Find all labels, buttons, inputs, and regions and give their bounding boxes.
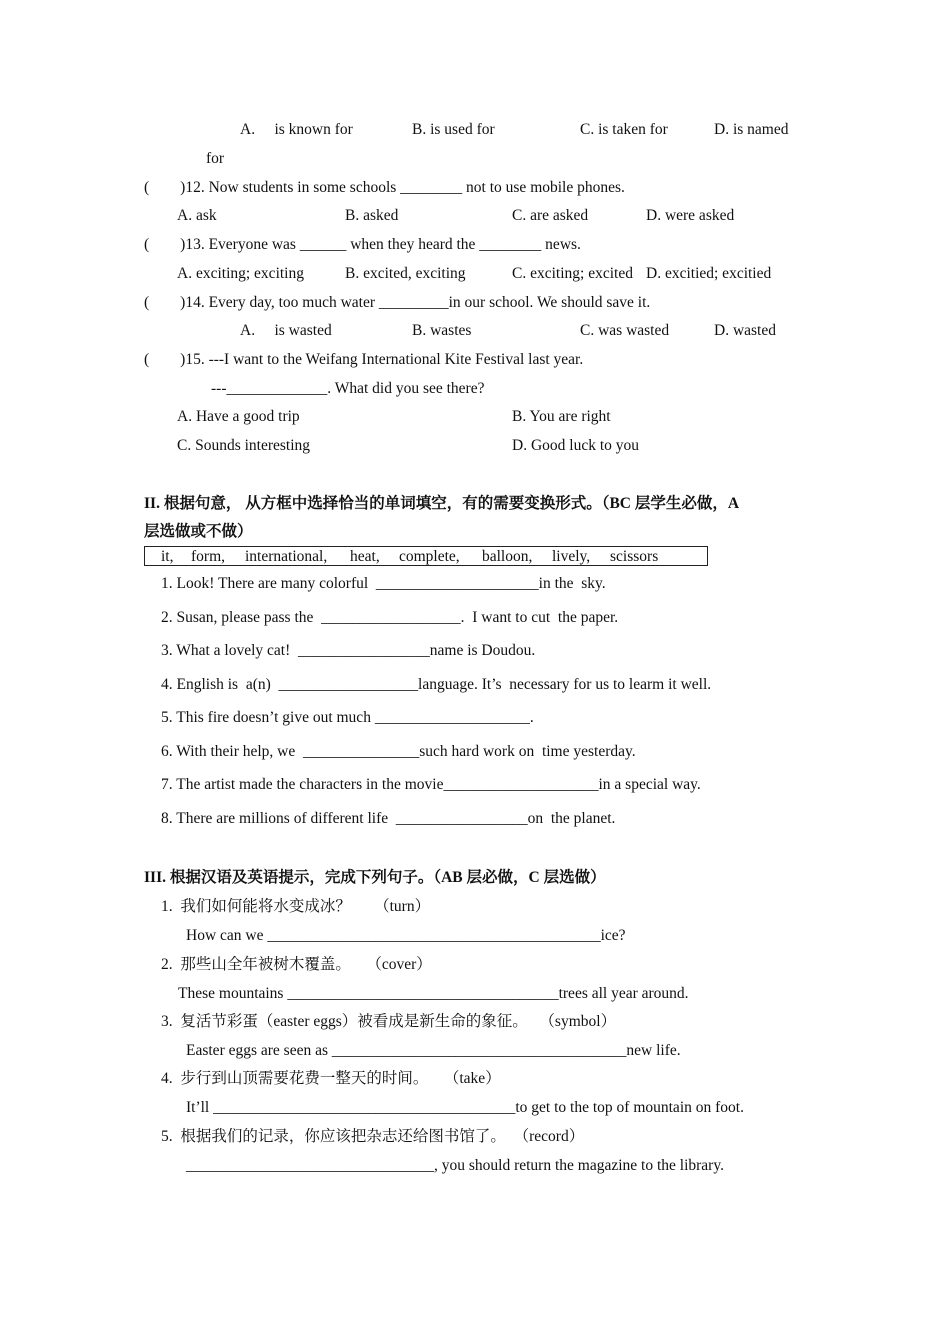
q13-option-b: B. excited, exciting [345,265,466,282]
translation-answer-line: ________________________________, you should return the magazine to the library. [186,1157,724,1174]
fill-in-item: 3. What a lovely cat! _________________name is Doudou. [161,642,536,659]
q13-option-a: A. exciting; exciting [177,265,304,282]
q12-option-b: B. asked [345,207,399,224]
translation-prompt: 1. 我们如何能将水变成冰？ （turn） [161,898,431,915]
q14-option-d: D. wasted [714,322,776,339]
translation-answer-line: Easter eggs are seen as ______________________________________new life. [186,1042,681,1059]
fill-in-item: 4. English is a(n) __________________language. It’s necessary for us to learm it well. [161,676,712,693]
q15-reply: ---_____________. What did you see there? [211,380,485,397]
q15-option-d: D. Good luck to you [512,437,640,454]
word-bank-word: form, [191,548,226,565]
word-bank-word: complete, [399,548,460,565]
q15-option-c: C. Sounds interesting [177,437,311,454]
q14-option-b: B. wastes [412,322,472,339]
fill-in-item: 2. Susan, please pass the __________________. I want to cut the paper. [161,609,619,626]
translation-prompt: 5. 根据我们的记录，你应该把杂志还给图书馆了。 （record） [161,1128,585,1145]
q12-option-a: A. ask [177,207,217,224]
word-bank-word: international, [245,548,328,565]
fill-in-item: 8. There are millions of different life _________________on the planet. [161,810,616,827]
fill-in-item: 6. With their help, we _______________such hard work on time yesterday. [161,743,636,760]
fill-in-item: 1. Look! There are many colorful _____________________in the sky. [161,575,606,592]
q14-stem: ( )14. Every day, too much water _________in our school. We should save it. [144,294,651,311]
section2-heading: II. 根据句意， 从方框中选择恰当的单词填空，有的需要变换形式。（BC 层学生必做，A [144,495,740,512]
q15-option-b: B. You are right [512,408,611,425]
translation-prompt: 2. 那些山全年被树木覆盖。 （cover） [161,956,432,973]
q11-option-d: D. is named [714,121,789,138]
q12-option-d: D. were asked [646,207,735,224]
word-bank-box [144,546,708,566]
translation-prompt: 4. 步行到山顶需要花费一整天的时间。 （take） [161,1070,501,1087]
q14-option-a: A. is wasted [240,322,332,339]
q13-option-c: C. exciting; excited [512,265,633,282]
q13-stem: ( )13. Everyone was ______ when they heard the ________ news. [144,236,581,253]
translation-prompt: 3. 复活节彩蛋（easter eggs）被看成是新生命的象征。 （symbol） [161,1013,617,1030]
word-bank-word: scissors [610,548,659,565]
q11-option-c: C. is taken for [580,121,668,138]
section2-heading-cont: 层选做或不做） [144,523,253,540]
word-bank-word: heat, [350,548,380,565]
translation-answer-line: It’ll _______________________________________to get to the top of mountain on foot. [186,1099,744,1116]
q11-option-b: B. is used for [412,121,495,138]
fill-in-item: 7. The artist made the characters in the movie____________________in a special way. [161,776,701,793]
q13-option-d: D. excitied; excitied [646,265,772,282]
q12-option-c: C. are asked [512,207,589,224]
q12-stem: ( )12. Now students in some schools ________ not to use mobile phones. [144,179,625,196]
q15-option-a: A. Have a good trip [177,408,300,425]
translation-answer-line: How can we ___________________________________________ice? [186,927,626,944]
fill-in-item: 5. This fire doesn’t give out much ____________________. [161,709,534,726]
q11-option-a: A. is known for [240,121,353,138]
q15-stem: ( )15. ---I want to the Weifang International Kite Festival last year. [144,351,584,368]
q14-option-c: C. was wasted [580,322,670,339]
word-bank-word: balloon, [482,548,533,565]
word-bank-word: it, [161,548,174,565]
word-bank-word: lively, [552,548,591,565]
q11-option-d-wrap: for [206,150,225,167]
translation-answer-line: These mountains ___________________________________trees all year around. [178,985,689,1002]
section3-heading: III. 根据汉语及英语提示，完成下列句子。（AB 层必做，C 层选做） [144,869,606,886]
